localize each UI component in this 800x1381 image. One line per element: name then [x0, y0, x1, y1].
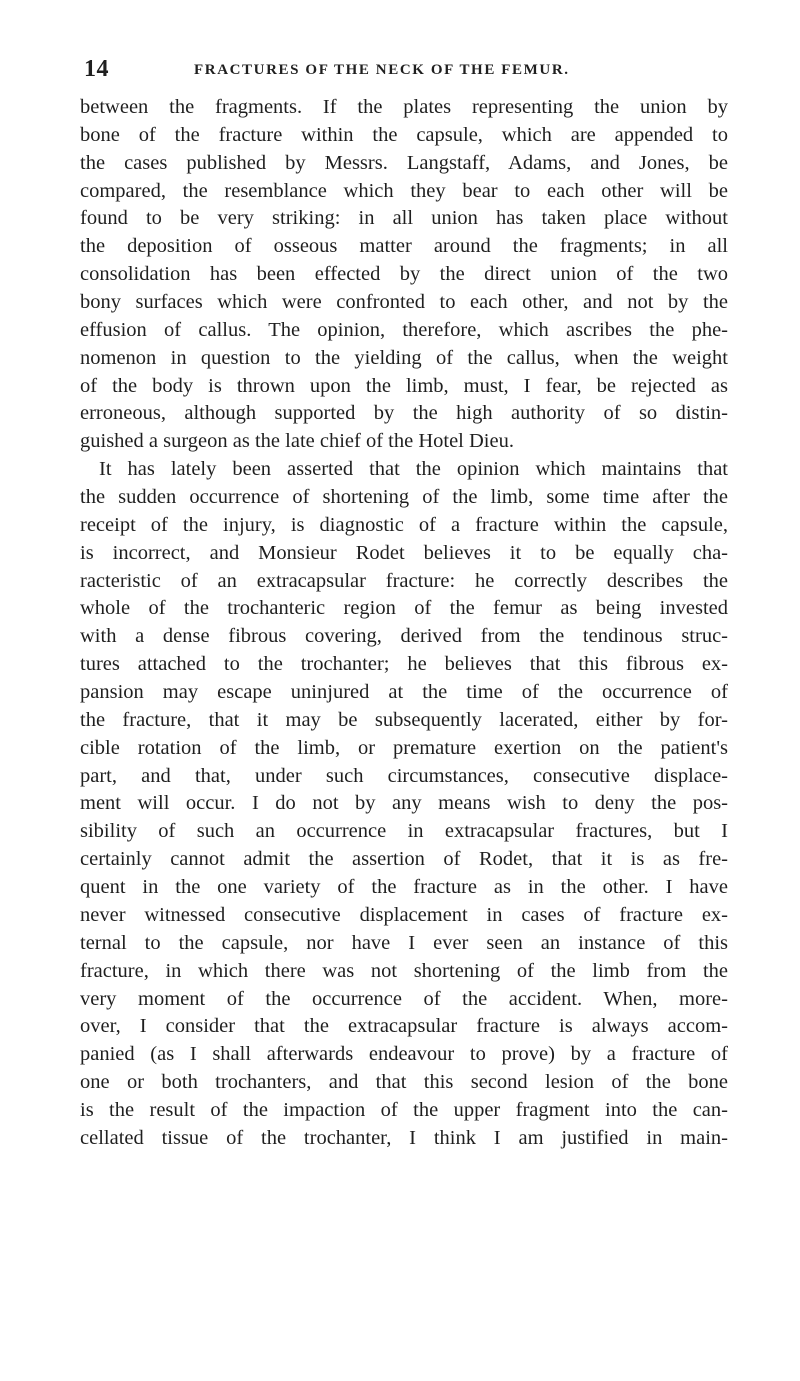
text-line: the sudden occurrence of shortening of the limb, some time after the — [80, 486, 728, 509]
text-line: is the result of the impaction of the upper fragment into the can- — [80, 1098, 728, 1121]
text-line: never witnessed consecutive displacement in cases of fracture ex- — [80, 903, 728, 926]
text-line: panied (as I shall afterwards endeavour to prove) by a fracture of — [80, 1043, 728, 1066]
text-line: tures attached to the trochanter; he believes that this fibrous ex- — [80, 653, 728, 676]
text-line: the fracture, that it may be subsequently lacerated, either by for- — [80, 708, 728, 731]
text-line: found to be very striking: in all union has taken place without — [80, 207, 728, 230]
page-number: 14 — [84, 56, 109, 82]
text-line: receipt of the injury, is diagnostic of a fracture within the capsule, — [80, 513, 728, 536]
text-line: bony surfaces which were confronted to each other, and not by the — [80, 291, 728, 314]
text-line: is incorrect, and Monsieur Rodet believes it to be equally cha- — [80, 541, 728, 564]
text-line: ternal to the capsule, nor have I ever seen an instance of this — [80, 931, 728, 954]
text-line: part, and that, under such circumstances, consecutive displace- — [80, 764, 728, 787]
text-line: certainly cannot admit the assertion of Rodet, that it is as fre- — [80, 848, 728, 871]
text-line: It has lately been asserted that the opinion which maintains that — [99, 458, 728, 481]
text-line: the deposition of osseous matter around the fragments; in all — [80, 235, 728, 258]
text-line: bone of the fracture within the capsule, which are appended to — [80, 123, 728, 146]
text-line: whole of the trochanteric region of the femur as being invested — [80, 597, 728, 620]
text-line: of the body is thrown upon the limb, must, I fear, be rejected as — [80, 374, 728, 397]
text-line: with a dense fibrous covering, derived from the tendinous struc- — [80, 625, 728, 648]
text-line: erroneous, although supported by the high authority of so distin- — [80, 402, 728, 425]
text-line: consolidation has been effected by the direct union of the two — [80, 263, 728, 286]
text-line: fracture, in which there was not shortening of the limb from the — [80, 959, 728, 982]
text-line: pansion may escape uninjured at the time of the occurrence of — [80, 681, 728, 704]
text-line: quent in the one variety of the fracture as in the other. I have — [80, 876, 728, 899]
text-line: sibility of such an occurrence in extracapsular fractures, but I — [80, 820, 728, 843]
text-line: one or both trochanters, and that this second lesion of the bone — [80, 1071, 728, 1094]
running-header — [84, 56, 726, 86]
text-line: effusion of callus. The opinion, therefore, which ascribes the phe- — [80, 318, 728, 341]
text-line: guished a surgeon as the late chief of the Hotel Dieu. — [80, 430, 514, 453]
text-line: between the fragments. If the plates representing the union by — [80, 96, 728, 118]
text-line: racteristic of an extracapsular fracture: he correctly describes the — [80, 569, 728, 592]
text-line: the cases published by Messrs. Langstaff, Adams, and Jones, be — [80, 151, 728, 174]
text-line: compared, the resemblance which they bear to each other will be — [80, 179, 728, 202]
text-line: very moment of the occurrence of the accident. When, more- — [80, 987, 728, 1010]
text-line: over, I consider that the extracapsular fracture is always accom- — [80, 1015, 728, 1038]
text-line: cellated tissue of the trochanter, I think I am justified in main- — [80, 1126, 728, 1149]
running-title: FRACTURES OF THE NECK OF THE FEMUR. — [194, 62, 570, 78]
text-line: cible rotation of the limb, or premature exertion on the patient's — [80, 736, 728, 759]
text-line: nomenon in question to the yielding of the callus, when the weight — [80, 346, 728, 369]
text-line: ment will occur. I do not by any means wish to deny the pos- — [80, 792, 728, 815]
body-text — [80, 94, 728, 1153]
